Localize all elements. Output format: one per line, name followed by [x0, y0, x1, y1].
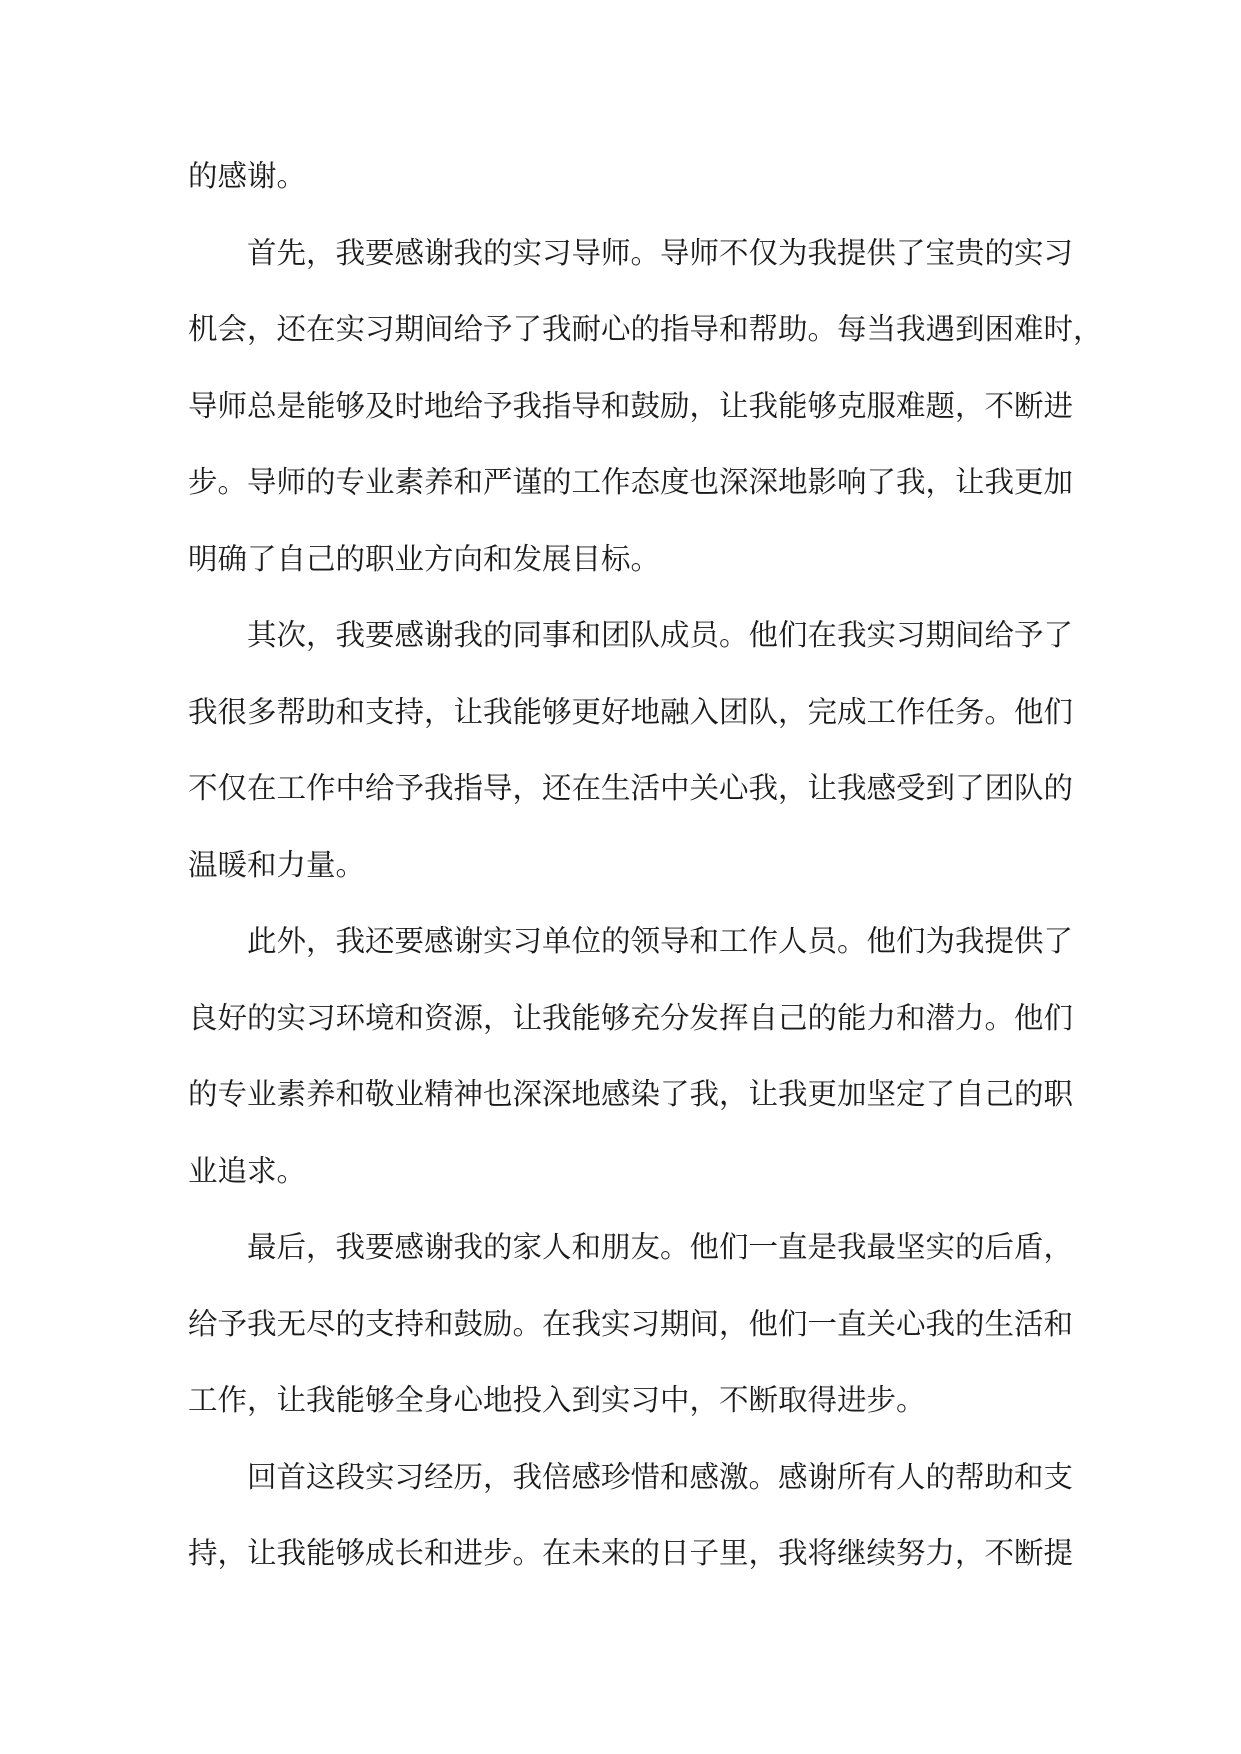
- text-line: 机会，还在实习期间给予了我耐心的指导和帮助。每当我遇到困难时，: [188, 312, 1103, 346]
- text-line: 不仅在工作中给予我指导，还在生活中关心我，让我感受到了团队的: [188, 771, 1074, 805]
- document-body: [188, 138, 1103, 1592]
- text-line: 最后，我要感谢我的家人和朋友。他们一直是我最坚实的后盾，: [247, 1230, 1074, 1264]
- text-line: 导师总是能够及时地给予我指导和鼓励，让我能够克服难题，不断进: [188, 388, 1074, 423]
- text-line: 良好的实习环境和资源，让我能够充分发挥自己的能力和潜力。他们: [188, 1000, 1074, 1035]
- text-line: 此外，我还要感谢实习单位的领导和工作人员。他们为我提供了: [247, 924, 1074, 958]
- text-line: 的感谢。: [188, 159, 307, 193]
- text-line: 其次，我要感谢我的同事和团队成员。他们在我实习期间给予了: [247, 618, 1074, 652]
- text-line: 持，让我能够成长和进步。在未来的日子里，我将继续努力，不断提: [188, 1536, 1074, 1570]
- text-line: 首先，我要感谢我的实习导师。导师不仅为我提供了宝贵的实习: [247, 235, 1074, 270]
- text-line: 温暖和力量。: [188, 847, 366, 882]
- text-line: 的专业素养和敬业精神也深深地感染了我，让我更加坚定了自己的职: [188, 1077, 1074, 1111]
- text-line: 工作，让我能够全身心地投入到实习中，不断取得进步。: [188, 1383, 926, 1417]
- text-line: 给予我无尽的支持和鼓励。在我实习期间，他们一直关心我的生活和: [188, 1306, 1074, 1341]
- text-line: 步。导师的专业素养和严谨的工作态度也深深地影响了我，让我更加: [188, 465, 1074, 499]
- text-line: 我很多帮助和支持，让我能够更好地融入团队，完成工作任务。他们: [188, 694, 1074, 729]
- text-line: 明确了自己的职业方向和发展目标。: [188, 541, 661, 576]
- text-line: 回首这段实习经历，我倍感珍惜和感激。感谢所有人的帮助和支: [247, 1459, 1074, 1494]
- text-line: 业追求。: [188, 1153, 307, 1188]
